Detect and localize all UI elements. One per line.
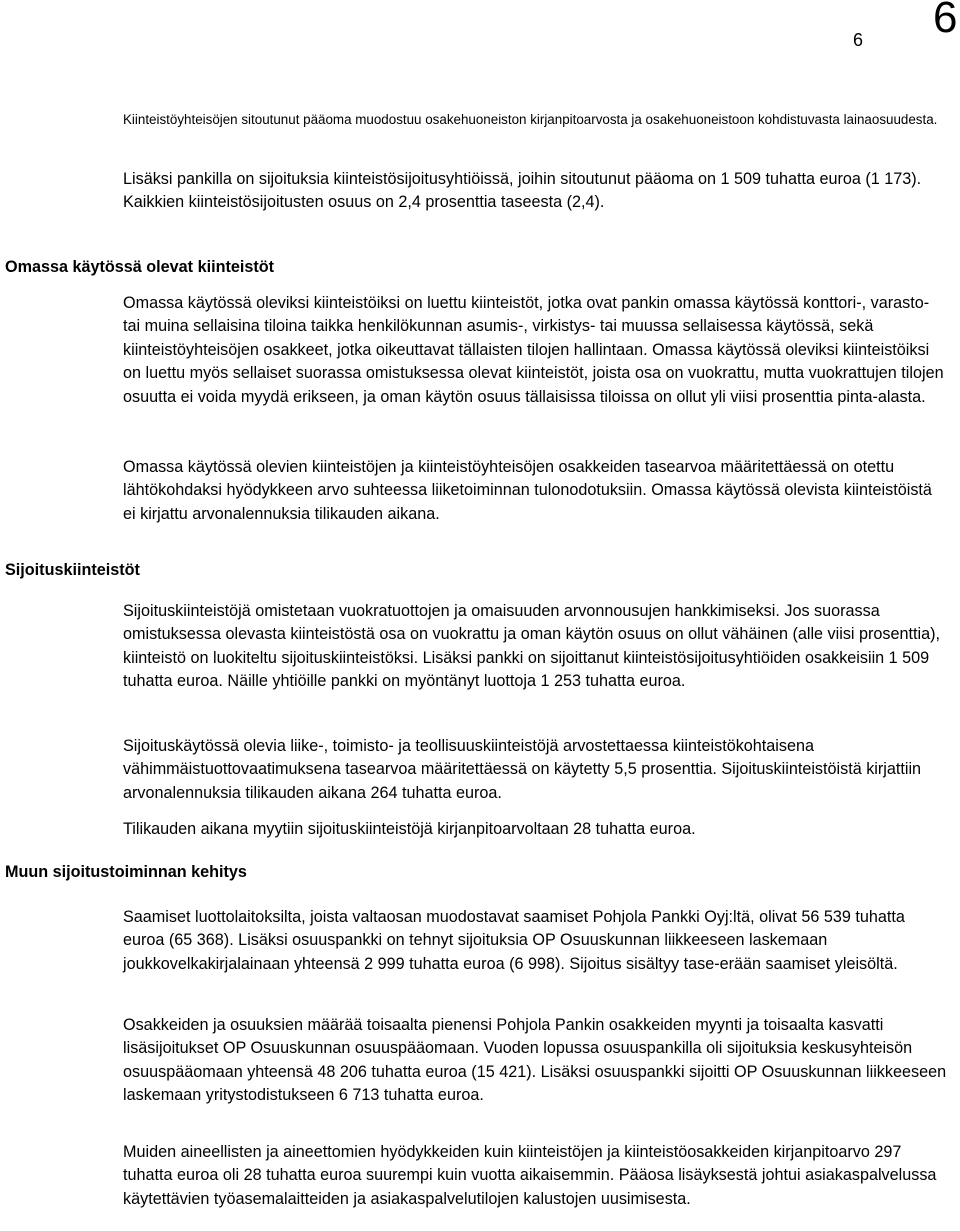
intro-paragraph-small: Kiinteistöyhteisöjen sitoutunut pääoma muodostuu osakehuoneiston kirjanpitoarvosta ja osakehuoneistoon kohdistuvasta lainaosuudesta. xyxy=(123,112,938,127)
own-use-paragraph-2: Omassa käytössä olevien kiinteistöjen ja kiinteistöyhteisöjen osakkeiden tasearvoa määritettäessä on otettu lähtökohdaksi hyödykkeen arvo suhteessa liiketoiminnan tulonodotuksiin. Omassa käytössä olevista kiinteistöistä ei kirjattu arvonalennuksia tilikauden aikana. xyxy=(123,458,932,523)
page-number-small: 6 xyxy=(853,30,864,50)
heading-own-use-properties: Omassa käytössä olevat kiinteistöt xyxy=(5,258,275,276)
intro-paragraph: Lisäksi pankilla on sijoituksia kiinteistösijoitusyhtiöissä, joihin sitoutunut pääoma on 1 509 tuhatta euroa (1 173). Kaikkien kiinteistösijoitusten osuus on 2,4 prosenttia taseesta (2,4). xyxy=(123,170,922,212)
investment-paragraph-1: Sijoituskiinteistöjä omistetaan vuokratuottojen ja omaisuuden arvonnousujen hankkimiseksi. Jos suorassa omistuksessa olevasta kiinteistöstä osa on vuokrattu ja oman käytön osuus on ollut vähäinen (alle viisi prosenttia), kiinteistö on luokiteltu sijoituskiinteistöksi. Lisäksi pankki on sijoittanut kiinteistösijoitusyhtiöiden osakkeisiin 1 509 tuhatta euroa. Näille yhtiöille pankki on myöntänyt luottoja 1 253 tuhatta euroa. xyxy=(123,602,941,691)
page-number-large: 6 xyxy=(933,0,958,42)
investment-paragraph-2: Sijoituskäytössä olevia liike-, toimisto- ja teollisuuskiinteistöjä arvostettaessa kiinteistökohtaisena vähimmäistuottovaatimuksena tasearvoa määritettäessä on käytetty 5,5 prosenttia. Sijoituskiinteistöistä kirjattiin arvonalennuksia tilikauden aikana 264 tuhatta euroa. xyxy=(123,737,922,802)
heading-other-investment: Muun sijoitustoiminnan kehitys xyxy=(5,863,247,881)
investment-paragraph-3: Tilikauden aikana myytiin sijoituskiinteistöjä kirjanpitoarvoltaan 28 tuhatta euroa. xyxy=(123,820,696,838)
own-use-paragraph-1: Omassa käytössä oleviksi kiinteistöiksi on luettu kiinteistöt, jotka ovat pankin omassa käytössä konttori-, varasto- tai muina sellaisina tiloina taikka henkilökunnan asumis-, virkistys- tai muussa sellaisessa käytössä, sekä kiinteistöyhteisöjen osakkeet, jotka oikeuttavat tällaisten tilojen hallintaan. Omassa käytössä oleviksi kiinteistöiksi on luettu myös sellaiset suorassa omistuksessa olevat kiinteistöt, joista osa on vuokrattu, mutta vuokrattujen tilojen osuutta ei voida myydä erikseen, ja oman käytön osuus tällaisissa tiloissa on ollut yli viisi prosenttia pinta-alasta. xyxy=(123,294,944,406)
heading-investment-properties: Sijoituskiinteistöt xyxy=(5,561,140,579)
other-investment-paragraph-3: Muiden aineellisten ja aineettomien hyödykkeiden kuin kiinteistöjen ja kiinteistöosakkeiden kirjanpitoarvo 297 tuhatta euroa oli 28 tuhatta euroa suurempi kuin vuotta aikaisemmin. Pääosa lisäyksestä johtui asiakaspalvelussa käytettävien työasemalaitteiden ja asiakaspalvelutilojen kalustojen uusimisesta. xyxy=(123,1143,937,1208)
other-investment-paragraph-1: Saamiset luottolaitoksilta, joista valtaosan muodostavat saamiset Pohjola Pankki Oyj:ltä, olivat 56 539 tuhatta euroa (65 368). Lisäksi osuuspankki on tehnyt sijoituksia OP Osuuskunnan liikkeeseen laskemaan joukkovelkakirjalainaan yhteensä 2 999 tuhatta euroa (6 998). Sijoitus sisältyy tase-erään saamiset yleisöltä. xyxy=(123,908,905,973)
other-investment-paragraph-2: Osakkeiden ja osuuksien määrää toisaalta pienensi Pohjola Pankin osakkeiden myynti ja toisaalta kasvatti lisäsijoitukset OP Osuuskunnan osuuspääomaan. Vuoden lopussa osuuspankilla oli sijoituksia keskusyhteisön osuuspääomaan yhteensä 48 206 tuhatta euroa (15 421). Lisäksi osuuspankki sijoitti OP Osuuskunnan liikkeeseen laskemaan yritystodistukseen 6 713 tuhatta euroa. xyxy=(123,1016,947,1105)
